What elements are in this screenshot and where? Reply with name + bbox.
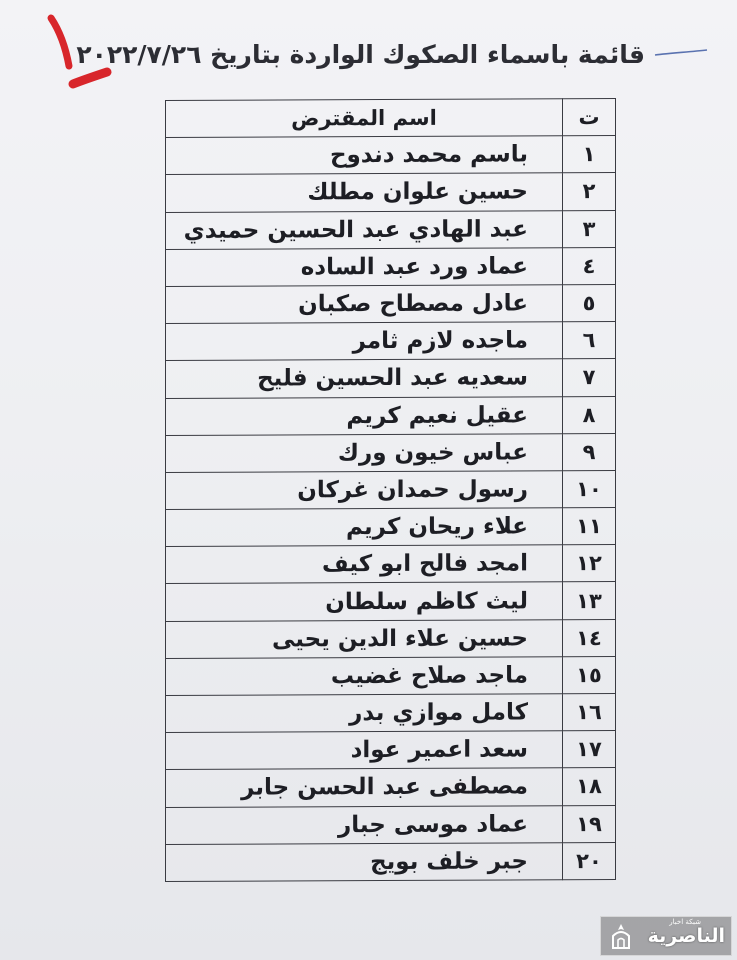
table-row [166, 433, 616, 472]
table-row [166, 284, 616, 323]
row-number: ١٨ [563, 768, 616, 805]
header-number: ت [563, 99, 616, 136]
watermark-subtitle: شبكة اخبار [669, 918, 701, 926]
row-borrower-name: مصطفى عبد الحسن جابر [166, 768, 563, 807]
row-number: ٧ [563, 359, 616, 396]
row-number: ١ [563, 136, 616, 173]
row-number: ١١ [563, 508, 616, 545]
row-number: ١٣ [563, 582, 616, 619]
table-header-row [166, 99, 616, 138]
row-number: ١٧ [563, 731, 616, 768]
table-row [166, 173, 616, 212]
row-borrower-name: عماد ورد عبد الساده [166, 247, 563, 286]
header-borrower-name: اسم المقترض [166, 99, 563, 138]
row-number: ٣ [563, 210, 616, 247]
row-borrower-name: حسين علوان مطلك [166, 173, 563, 212]
table-row [166, 359, 616, 398]
table-row [166, 545, 616, 584]
borrowers-table [165, 98, 616, 882]
row-number: ٦ [563, 322, 616, 359]
row-borrower-name: عباس خيون ورك [166, 433, 563, 472]
row-borrower-name: باسم محمد دندوح [166, 136, 563, 175]
row-borrower-name: عقيل نعيم كريم [166, 396, 563, 435]
row-number: ٢ [563, 173, 616, 210]
row-number: ١٢ [563, 545, 616, 582]
row-borrower-name: كامل موازي بدر [166, 694, 563, 733]
row-borrower-name: علاء ريحان كريم [166, 508, 563, 547]
table-row [166, 842, 616, 881]
row-number: ١٤ [563, 619, 616, 656]
row-borrower-name: سعد اعمير عواد [166, 731, 563, 770]
row-number: ١٥ [563, 656, 616, 693]
row-borrower-name: جبر خلف بويج [166, 842, 563, 881]
table-row [166, 136, 616, 175]
table-row [166, 322, 616, 361]
row-borrower-name: حسين علاء الدين يحيى [166, 619, 563, 658]
row-number: ٨ [563, 396, 616, 433]
table-body [166, 136, 616, 882]
table-row [166, 619, 616, 658]
row-borrower-name: عماد موسى جبار [166, 805, 563, 844]
row-borrower-name: امجد فالح ابو كيف [166, 545, 563, 584]
table-row [166, 247, 616, 286]
row-borrower-name: ماجده لازم ثامر [166, 322, 563, 361]
row-number: ١٦ [563, 694, 616, 731]
row-number: ١٠ [563, 470, 616, 507]
row-borrower-name: عبد الهادي عبد الحسين حميدي [166, 210, 563, 249]
table-row [166, 508, 616, 547]
table-row [166, 470, 616, 509]
table-row [166, 805, 616, 844]
table-row [166, 582, 616, 621]
table-row [166, 396, 616, 435]
watermark-logo [600, 916, 732, 956]
row-number: ٢٠ [563, 842, 616, 879]
watermark-label: الناصرية [647, 924, 725, 947]
row-borrower-name: سعديه عبد الحسين فليح [166, 359, 563, 398]
row-number: ٩ [563, 433, 616, 470]
row-borrower-name: ماجد صلاح غضيب [166, 657, 563, 696]
row-number: ٥ [563, 284, 616, 321]
row-borrower-name: عادل مصطاح صكبان [166, 285, 563, 324]
document-title: قائمة باسماء الصكوك الواردة بتاريخ ٢٠٢٢/٧/٢٦ [76, 40, 645, 69]
table-row [166, 656, 616, 695]
table-row [166, 210, 616, 249]
table-row [166, 694, 616, 733]
row-number: ١٩ [563, 805, 616, 842]
pen-dash [653, 48, 709, 58]
row-number: ٤ [563, 247, 616, 284]
nasiriyah-logo-icon [609, 922, 633, 950]
table-row [166, 768, 616, 807]
row-borrower-name: ليث كاظم سلطان [166, 582, 563, 621]
row-borrower-name: رسول حمدان غركان [166, 471, 563, 510]
table-row [166, 731, 616, 770]
